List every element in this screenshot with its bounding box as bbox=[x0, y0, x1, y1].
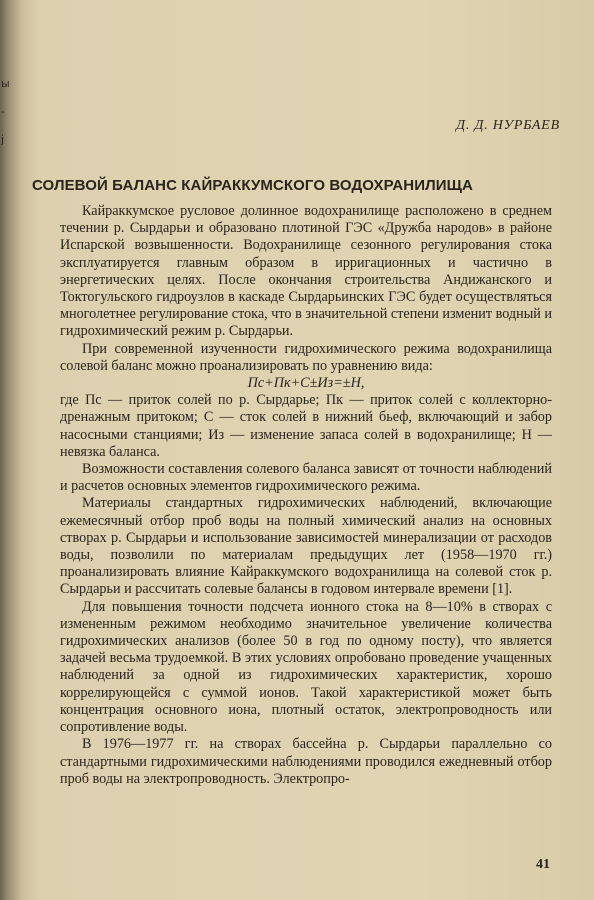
paragraph: При современной изученности гидрохимического режима водохранилища солевой баланс можно проанализировать по уравнению вида: bbox=[60, 340, 552, 374]
paragraph: Материалы стандартных гидрохимических наблюдений, включающие ежемесячный отбор проб воды на полный химический анализ на основных створах р. Сырдарьи и использование зависимостей минерализации от расходов воды, позволили по материалам предыдущих лет (1958—1970 гг.) проанализировать влияние Кайраккумского водохранилища на солевой сток р. Сырдарьи и рассчитать солевые балансы в годовом интервале времени [1]. bbox=[60, 495, 552, 598]
paragraph: Для повышения точности подсчета ионного стока на 8—10% в створах с измененным режимом необходимо значительное увеличение количества гидрохимических анализов (более 50 в год по одному посту), что является задачей весьма трудоемкой. В этих условиях опробовано проведение учащенных наблюдений за одной из гидрохимических характеристик, хорошо коррелирующейся с суммой ионов. Такой характеристикой может быть концентрация основного иона, плотный остаток, электропроводность или сопротивление воды. bbox=[60, 598, 552, 736]
margin-mark: - bbox=[1, 105, 5, 118]
margin-mark: ј bbox=[1, 133, 5, 146]
margin-marks bbox=[1, 70, 13, 154]
paragraph: Возможности составления солевого баланса зависят от точности наблюдений и расчетов основных элементов гидрохимического режима. bbox=[60, 461, 552, 495]
paragraph: В 1976—1977 гг. на створах бассейна р. Сырдарьи параллельно со стандартными гидрохимическими наблюдениями проводился ежедневный отбор проб воды на электропроводность. Электропро- bbox=[60, 736, 552, 787]
author-name: Д. Д. НУРБАЕВ bbox=[456, 118, 560, 133]
balance-formula: Пс+Пк+С±Из=±Н, bbox=[247, 375, 365, 392]
paragraph: где Пс — приток солей по р. Сырдарье; Пк — приток солей с коллекторно-дренажным притоком; С — сток солей в нижний бьеф, включающий и забор насосными станциями; Из — изменение запаса солей в водохранилище; Н — невязка баланса. bbox=[60, 392, 552, 460]
margin-mark: ы bbox=[1, 77, 10, 90]
article-body bbox=[60, 203, 552, 788]
article-title: СОЛЕВОЙ БАЛАНС КАЙРАККУМСКОГО ВОДОХРАНИЛИЩА bbox=[32, 177, 473, 194]
page-number: 41 bbox=[536, 857, 550, 872]
paragraph: Кайраккумское русловое долинное водохранилище расположено в среднем течении р. Сырдарьи и образовано плотиной ГЭС «Дружба народов» в районе Испарской возвышенности. Водохранилище сезонного регулирования стока эксплуатируется главным образом в ирригационных и частично в энергетических целях. После окончания строительства Андижанского и Токтогульского гидроузлов в каскаде Сырдарьинских ГЭС будет осуществляться многолетнее регулирование стока, что в значительной степени изменит водный и гидрохимический режим р. Сырдарьи. bbox=[60, 203, 552, 340]
